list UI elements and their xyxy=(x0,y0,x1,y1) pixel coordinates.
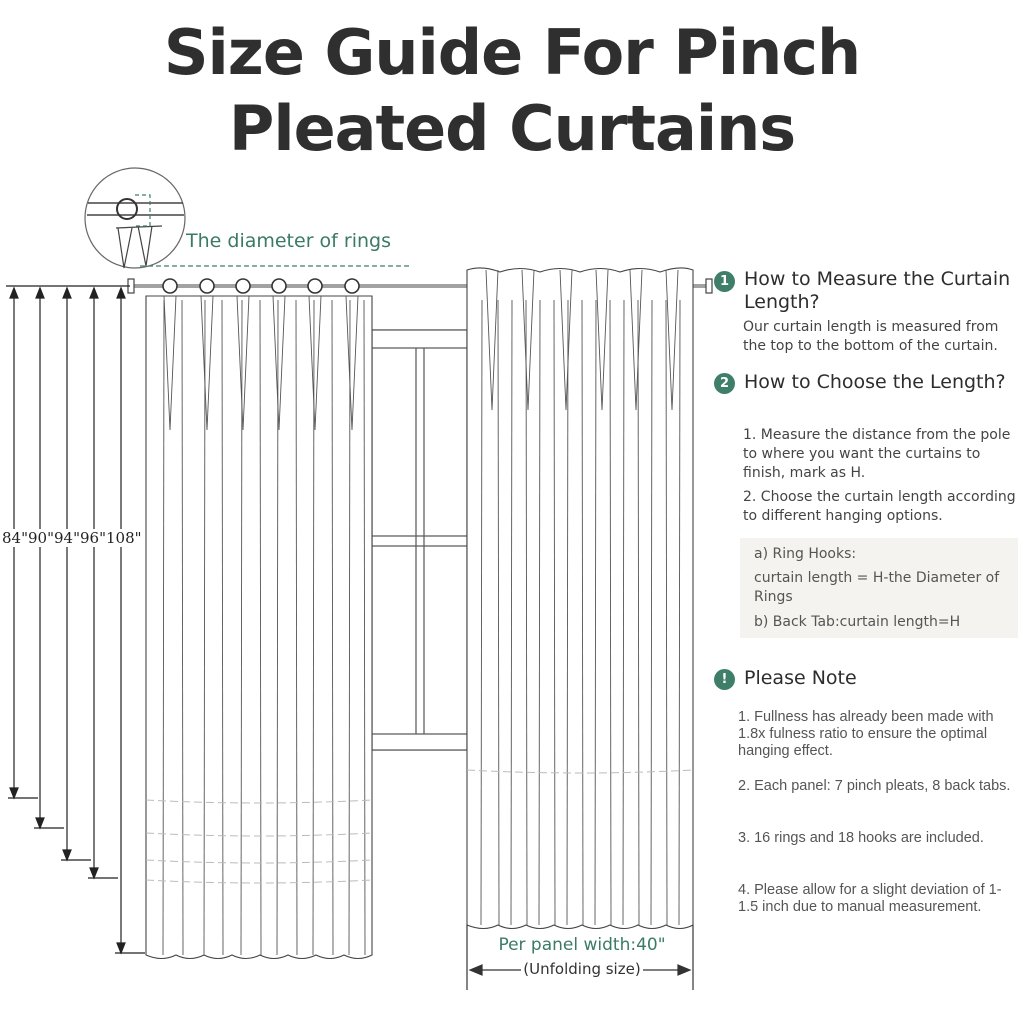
unfolding-size-label: (Unfolding size) xyxy=(523,960,641,978)
ring-hooks-formula: curtain length = H-the Diameter of Rings xyxy=(754,570,1000,605)
ring-detail-magnifier xyxy=(85,168,410,268)
arrow-head-up-icon xyxy=(36,288,44,298)
measure-text: Our curtain length is measured from the top to the bottom of the curtain. xyxy=(743,319,999,354)
hanging-options-box xyxy=(740,538,1018,638)
length-84: 84" xyxy=(2,529,28,547)
ring-icon xyxy=(236,279,250,293)
rings-diameter-label: The diameter of rings xyxy=(186,230,391,252)
length-arrows xyxy=(6,286,145,953)
length-94: 94" xyxy=(54,529,80,547)
back-tab-formula: b) Back Tab:curtain length=H xyxy=(754,614,961,630)
ring-icon xyxy=(345,279,359,293)
arrow-head-up-icon xyxy=(10,288,18,298)
length-108: 108" xyxy=(106,529,142,547)
note-item-3: 3. 16 rings and 18 hooks are included. xyxy=(738,830,984,846)
note-item-4: 4. Please allow for a slight deviation of 1-1.5 inch due to manual measurement. xyxy=(738,882,1002,915)
arrow-head-down-icon xyxy=(36,818,44,828)
step-1-badge: 1 xyxy=(714,271,735,292)
arrow-head-down-icon xyxy=(117,943,125,953)
step-2-badge: 2 xyxy=(714,373,735,394)
arrow-head-up-icon xyxy=(117,288,125,298)
measure-heading: How to Measure the Curtain Length? xyxy=(744,268,1011,313)
ring-icon xyxy=(272,279,286,293)
ring-hooks-title: a) Ring Hooks: xyxy=(754,546,857,562)
choose-step-2: 2. Choose the curtain length according to different hanging options. xyxy=(743,489,1016,524)
arrow-head-down-icon xyxy=(10,788,18,798)
page-title-line-2: Pleated Curtains xyxy=(228,92,796,165)
note-item-1: 1. Fullness has already been made with 1.8x fulness ratio to ensure the optimal hanging effect. xyxy=(738,709,994,759)
choose-step-1: 1. Measure the distance from the pole to where you want the curtains to finish, mark as H. xyxy=(743,427,1011,481)
panel-width-label: Per panel width:40" xyxy=(498,935,666,955)
arrow-head-down-icon xyxy=(90,868,98,878)
length-labels xyxy=(2,529,142,547)
note-heading: Please Note xyxy=(744,667,857,689)
ring-icon xyxy=(163,279,177,293)
ring-icon xyxy=(200,279,214,293)
arrow-head-up-icon xyxy=(90,288,98,298)
window-frame xyxy=(372,330,467,750)
arrow-head-up-icon xyxy=(63,288,71,298)
choose-heading: How to Choose the Length? xyxy=(744,371,1006,393)
arrow-head-down-icon xyxy=(63,850,71,860)
ring-icon xyxy=(308,279,322,293)
right-curtain-panel xyxy=(467,268,693,929)
note-item-2: 2. Each panel: 7 pinch pleats, 8 back tabs. xyxy=(738,778,1011,794)
length-96: 96" xyxy=(80,529,106,547)
note-icon: ! xyxy=(714,669,735,690)
length-90: 90" xyxy=(28,529,54,547)
left-curtain-panel xyxy=(146,296,372,959)
page-title-line-1: Size Guide For Pinch xyxy=(163,16,861,89)
